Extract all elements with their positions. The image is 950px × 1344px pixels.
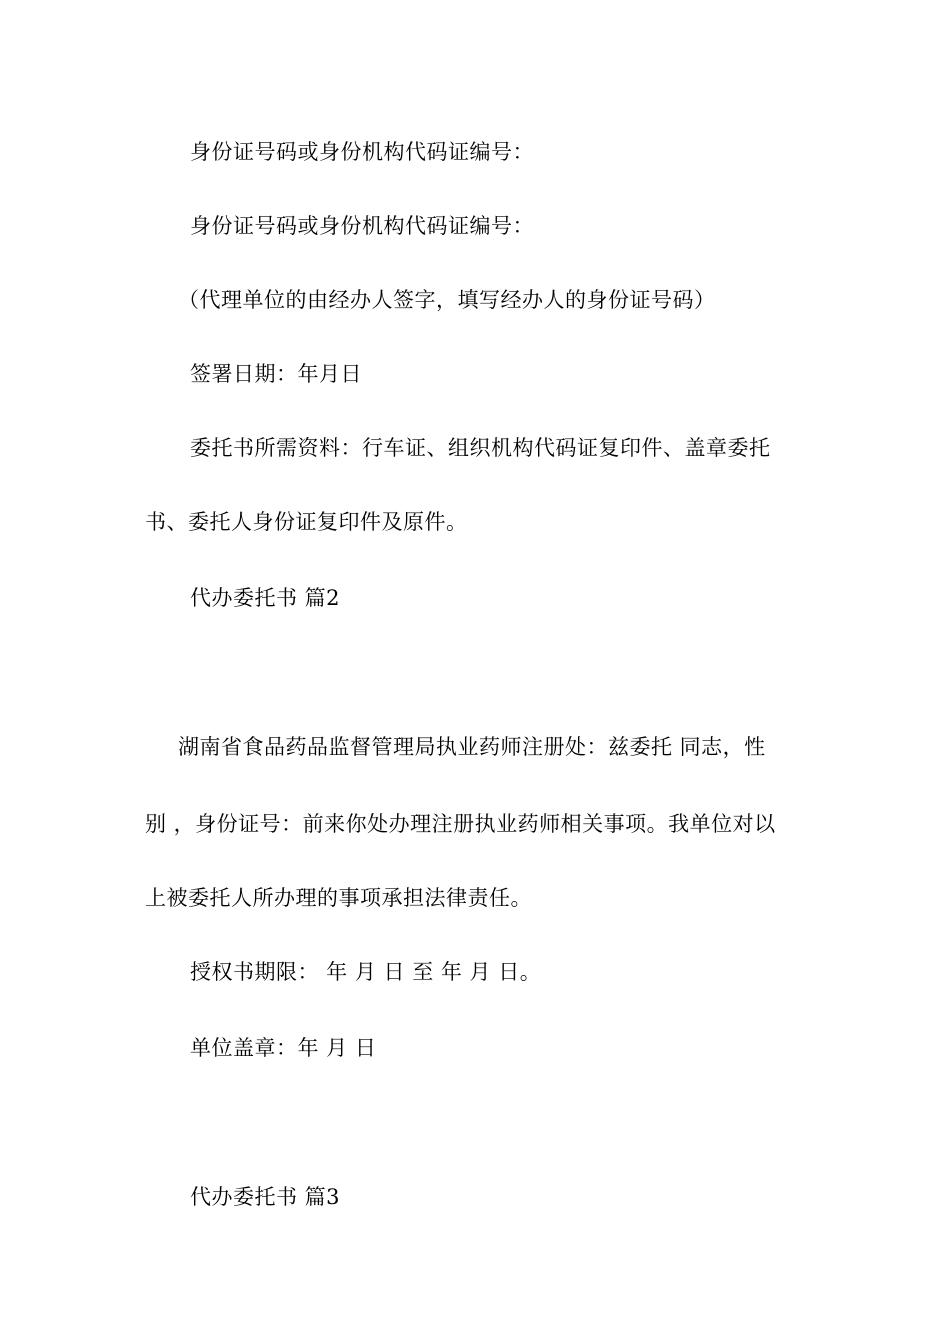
body-paragraph-line-3: 上被委托人所办理的事项承担法律责任。	[145, 886, 532, 910]
body-paragraph-line-2: 别 ，身份证号：前来你处办理注册执业药师相关事项。我单位对以	[145, 812, 776, 836]
signing-date: 签署日期：年月日	[190, 362, 362, 386]
section-heading-3: 代办委托书 篇3	[190, 1185, 341, 1209]
authorization-period: 授权书期限： 年 月 日 至 年 月 日。	[190, 960, 542, 984]
agent-signature-note: （代理单位的由经办人签字，填写经办人的身份证号码）	[178, 288, 716, 312]
id-number-line-2: 身份证号码或身份机构代码证编号：	[190, 214, 534, 238]
required-materials-line-2: 书、委托人身份证复印件及原件。	[145, 510, 468, 534]
required-materials-line-1: 委托书所需资料：行车证、组织机构代码证复印件、盖章委托	[190, 436, 771, 460]
unit-seal-date: 单位盖章：年 月 日	[190, 1036, 377, 1060]
body-paragraph-line-1: 湖南省食品药品监督管理局执业药师注册处：兹委托 同志，性	[178, 735, 766, 759]
id-number-line-1: 身份证号码或身份机构代码证编号：	[190, 140, 534, 164]
section-heading-2: 代办委托书 篇2	[190, 586, 341, 610]
